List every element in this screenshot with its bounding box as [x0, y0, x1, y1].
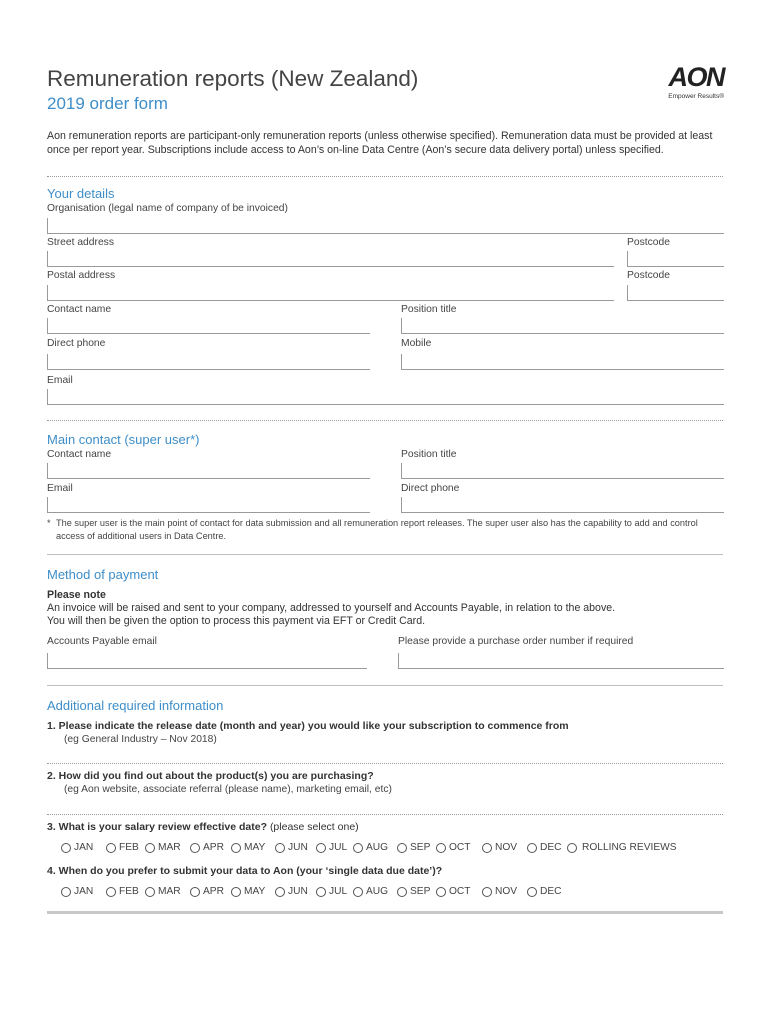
radio-icon[interactable] [436, 887, 446, 897]
organisation-field[interactable] [47, 218, 724, 234]
main-direct-phone-label: Direct phone [401, 483, 460, 494]
mobile-label: Mobile [401, 338, 432, 349]
direct-phone-label: Direct phone [47, 338, 106, 349]
main-position-title-field[interactable] [401, 463, 724, 479]
main-contact-name-field[interactable] [47, 463, 370, 479]
q3-option-mar[interactable]: MAR [145, 842, 181, 853]
radio-icon[interactable] [316, 887, 326, 897]
question-2-hint: (eg Aon website, associate referral (please name), marketing email, etc) [64, 784, 392, 795]
note-text: The super user is the main point of contact for data submission and all remuneration report releases. The super user also has the capability to add and control access of additional users in Data Centre. [56, 518, 698, 541]
page-title: Remuneration reports (New Zealand) [47, 66, 419, 91]
contact-name-field[interactable] [47, 318, 370, 334]
ap-email-label: Accounts Payable email [47, 636, 157, 647]
q3-option-sep[interactable]: SEP [397, 842, 430, 853]
payment-line-1: An invoice will be raised and sent to your company, addressed to yourself and Accounts Payable, in relation to the above. [47, 602, 616, 614]
q4-option-may[interactable]: MAY [231, 886, 265, 897]
section-additional-info: Additional required information [47, 698, 224, 713]
aon-logo [652, 64, 724, 100]
q3-option-apr[interactable]: APR [190, 842, 224, 853]
radio-icon[interactable] [527, 887, 537, 897]
question-2: 2. How did you find out about the product(s) you are purchasing? [47, 770, 374, 782]
postal-address-label: Postal address [47, 270, 116, 281]
page-subtitle: 2019 order form [47, 94, 168, 113]
radio-icon[interactable] [567, 843, 577, 853]
ap-email-field[interactable] [47, 653, 367, 669]
divider-bottom [47, 911, 723, 914]
radio-icon[interactable] [190, 843, 200, 853]
q3-option-nov[interactable]: NOV [482, 842, 517, 853]
street-address-label: Street address [47, 237, 114, 248]
position-title-label: Position title [401, 304, 457, 315]
q4-option-jan[interactable]: JAN [61, 886, 93, 897]
q4-option-sep[interactable]: SEP [397, 886, 430, 897]
email-label: Email [47, 375, 73, 386]
q4-option-jun[interactable]: JUN [275, 886, 308, 897]
question-3-hint: (please select one) [269, 821, 359, 833]
q4-option-feb[interactable]: FEB [106, 886, 139, 897]
po-number-label: Please provide a purchase order number if required [398, 636, 634, 647]
postcode-label-street: Postcode [627, 237, 670, 248]
radio-icon[interactable] [527, 843, 537, 853]
q3-option-jul[interactable]: JUL [316, 842, 347, 853]
question-1-hint: (eg General Industry – Nov 2018) [64, 734, 217, 745]
please-note-heading: Please note [47, 589, 106, 601]
radio-icon[interactable] [316, 843, 326, 853]
radio-icon[interactable] [145, 843, 155, 853]
q4-option-nov[interactable]: NOV [482, 886, 517, 897]
radio-icon[interactable] [61, 887, 71, 897]
radio-icon[interactable] [397, 887, 407, 897]
logo-tagline: Empower Results® [668, 93, 724, 100]
q4-option-dec[interactable]: DEC [527, 886, 562, 897]
main-email-field[interactable] [47, 497, 370, 513]
q3-option-jun[interactable]: JUN [275, 842, 308, 853]
radio-icon[interactable] [397, 843, 407, 853]
radio-icon[interactable] [106, 887, 116, 897]
q4-option-oct[interactable]: OCT [436, 886, 471, 897]
question-4: 4. When do you prefer to submit your data to Aon (your ‘single data due date’)? [47, 865, 443, 877]
q4-option-aug[interactable]: AUG [353, 886, 388, 897]
radio-icon[interactable] [231, 887, 241, 897]
po-number-field[interactable] [398, 653, 724, 669]
position-title-field[interactable] [401, 318, 724, 334]
radio-icon[interactable] [61, 843, 71, 853]
postcode-field-postal[interactable] [627, 285, 724, 301]
email-field[interactable] [47, 389, 724, 405]
radio-icon[interactable] [482, 887, 492, 897]
note-asterisk: * [47, 518, 51, 528]
divider [47, 176, 723, 177]
q3-option-rolling[interactable]: ROLLING REVIEWS [567, 842, 677, 853]
question-1-field[interactable] [47, 748, 723, 764]
main-direct-phone-field[interactable] [401, 497, 724, 513]
question-1: 1. Please indicate the release date (month and year) you would like your subscription to commence from [47, 720, 569, 732]
main-email-label: Email [47, 483, 73, 494]
radio-icon[interactable] [145, 887, 155, 897]
super-user-note [47, 517, 727, 543]
q4-option-mar[interactable]: MAR [145, 886, 181, 897]
q3-option-jan[interactable]: JAN [61, 842, 93, 853]
radio-icon[interactable] [190, 887, 200, 897]
radio-icon[interactable] [275, 887, 285, 897]
postcode-label-postal: Postcode [627, 270, 670, 281]
q3-option-feb[interactable]: FEB [106, 842, 139, 853]
q3-option-may[interactable]: MAY [231, 842, 265, 853]
main-position-title-label: Position title [401, 449, 457, 460]
q4-option-apr[interactable]: APR [190, 886, 224, 897]
intro-text: Aon remuneration reports are participant-only remuneration reports (unless otherwise specified). Remuneration data must be provided at least once per report year. Subscriptions include access to Aon’s on-line Data Centre (Aon’s secure data delivery portal) unless specified. [47, 130, 713, 156]
mobile-field[interactable] [401, 354, 724, 370]
question-2-field[interactable] [47, 799, 723, 815]
section-your-details: Your details [47, 186, 115, 201]
question-3 [47, 821, 359, 833]
organisation-label: Organisation (legal name of company of be invoiced) [47, 203, 288, 214]
radio-icon[interactable] [436, 843, 446, 853]
direct-phone-field[interactable] [47, 354, 370, 370]
divider [47, 554, 723, 555]
contact-name-label: Contact name [47, 304, 112, 315]
radio-icon[interactable] [106, 843, 116, 853]
radio-icon[interactable] [275, 843, 285, 853]
payment-line-2: You will then be given the option to process this payment via EFT or Credit Card. [47, 615, 426, 627]
logo-wordmark: AON [668, 62, 724, 92]
section-main-contact: Main contact (super user*) [47, 432, 200, 447]
q3-option-dec[interactable]: DEC [527, 842, 562, 853]
main-contact-name-label: Contact name [47, 449, 112, 460]
radio-icon[interactable] [482, 843, 492, 853]
radio-icon[interactable] [353, 843, 363, 853]
radio-icon[interactable] [353, 887, 363, 897]
q4-option-jul[interactable]: JUL [316, 886, 347, 897]
radio-icon[interactable] [231, 843, 241, 853]
postal-address-field[interactable] [47, 285, 614, 301]
divider [47, 420, 723, 421]
q3-option-aug[interactable]: AUG [353, 842, 388, 853]
postcode-field-street[interactable] [627, 251, 724, 267]
street-address-field[interactable] [47, 251, 614, 267]
question-3-text: 3. What is your salary review effective date? [47, 821, 268, 833]
divider [47, 685, 723, 686]
q3-option-oct[interactable]: OCT [436, 842, 471, 853]
section-method-of-payment: Method of payment [47, 567, 159, 582]
